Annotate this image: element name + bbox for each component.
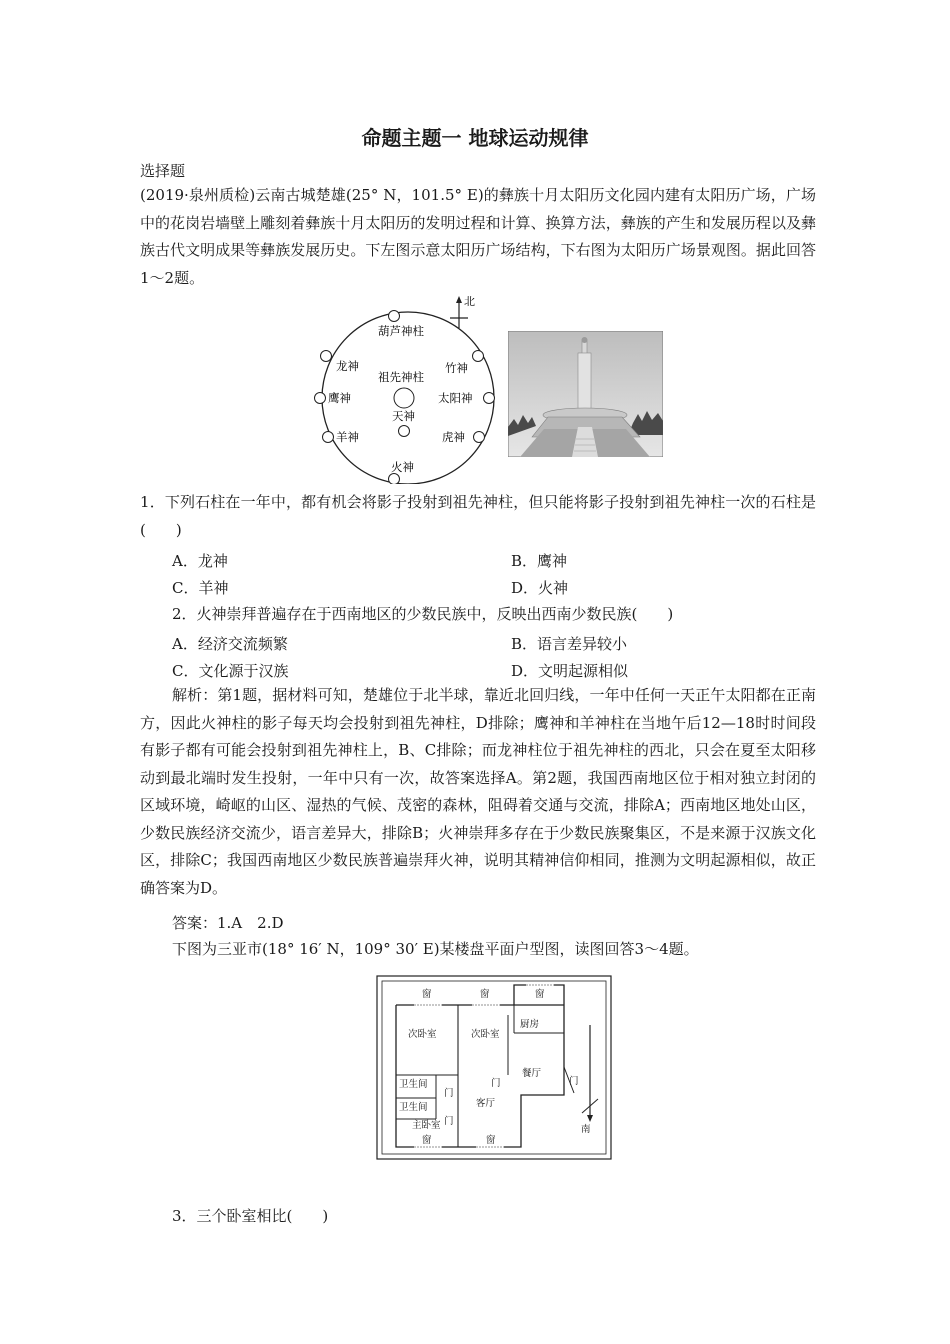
q1-option-a: A．龙神 bbox=[172, 552, 228, 570]
page-title: 命题主题一 地球运动规律 bbox=[361, 126, 589, 150]
plaza-structure-diagram bbox=[312, 294, 502, 484]
svg-text:南: 南 bbox=[581, 1124, 591, 1135]
svg-text:门: 门 bbox=[491, 1078, 501, 1089]
q2-option-d: D．文明起源相似 bbox=[511, 662, 629, 680]
svg-text:祖先神柱: 祖先神柱 bbox=[378, 370, 424, 384]
svg-text:次卧室: 次卧室 bbox=[471, 1029, 500, 1040]
floor-plan-diagram bbox=[376, 975, 612, 1160]
svg-text:餐厅: 餐厅 bbox=[522, 1068, 542, 1079]
section-heading: 选择题 bbox=[140, 162, 186, 180]
svg-text:窗: 窗 bbox=[486, 1135, 496, 1146]
svg-text:门: 门 bbox=[444, 1088, 454, 1099]
svg-text:厨房: 厨房 bbox=[520, 1019, 540, 1030]
svg-text:龙神: 龙神 bbox=[336, 359, 359, 373]
svg-text:火神: 火神 bbox=[391, 460, 414, 474]
svg-text:窗: 窗 bbox=[422, 1135, 432, 1146]
svg-text:门: 门 bbox=[569, 1076, 579, 1087]
svg-text:主卧室: 主卧室 bbox=[412, 1120, 441, 1131]
question-2-stem: 2．火神崇拜普遍存在于西南地区的少数民族中，反映出西南少数民族( ) bbox=[172, 605, 674, 623]
q1-option-d: D．火神 bbox=[511, 579, 569, 597]
north-label: 北 bbox=[464, 295, 475, 308]
svg-text:太阳神: 太阳神 bbox=[438, 391, 473, 405]
svg-text:卫生间: 卫生间 bbox=[399, 1102, 428, 1113]
svg-text:窗: 窗 bbox=[422, 989, 432, 1000]
question-1-stem: 1．下列石柱在一年中，都有机会将影子投射到祖先神柱，但只能将影子投射到祖先神柱一次的石柱是( ) bbox=[140, 493, 816, 539]
svg-text:羊神: 羊神 bbox=[336, 430, 359, 444]
svg-text:虎神: 虎神 bbox=[442, 430, 465, 444]
intro-paragraph: (2019·泉州质检)云南古城楚雄(25° N，101.5° E)的彝族十月太阳历文化园内建有太阳历广场，广场中的花岗岩墙壁上雕刻着彝族十月太阳历的发明过程和计算、换算方法，彝族的产生和发展历程以及彝族古代文明成果等彝族发展历史。下左图示意太阳历广场结构，下右图为太阳历广场景观图。据此回答1～2题。 bbox=[140, 186, 816, 287]
svg-text:葫芦神柱: 葫芦神柱 bbox=[378, 324, 424, 338]
svg-text:竹神: 竹神 bbox=[445, 361, 468, 375]
svg-text:客厅: 客厅 bbox=[476, 1098, 496, 1109]
svg-text:天神: 天神 bbox=[392, 409, 415, 423]
q2-option-a: A．经济交流频繁 bbox=[172, 635, 288, 653]
plaza-landscape-photo bbox=[508, 331, 663, 457]
svg-text:窗: 窗 bbox=[480, 989, 490, 1000]
q2-option-c: C．文化源于汉族 bbox=[172, 662, 289, 680]
intro-2-paragraph: 下图为三亚市(18° 16′ N，109° 30′ E)某楼盘平面户型图，读图回答3～4题。 bbox=[172, 940, 699, 958]
svg-text:卫生间: 卫生间 bbox=[399, 1079, 428, 1090]
svg-text:门: 门 bbox=[444, 1116, 454, 1127]
analysis-paragraph: 解析：第1题，据材料可知，楚雄位于北半球，靠近北回归线，一年中任何一天正午太阳都在正南方，因此火神柱的影子每天均会投射到祖先神柱，D排除；鹰神和羊神柱在当地午后12—18时时间段有影子都有可能会投射到祖先神柱上，B、C排除；而龙神柱位于祖先神柱的西北，只会在夏至太阳移动到最北端时发生投射，一年中只有一次，故答案选择A。第2题，我国西南地区位于相对独立封闭的区域环境，崎岖的山区、湿热的气候、茂密的森林，阻碍着交通与交流，排除A；西南地区地处山区，少数民族经济交流少，语言差异大，排除B；火神崇拜多存在于少数民族聚集区，不是来源于汉族文化区，排除C；我国西南地区少数民族普遍崇拜火神，说明其精神信仰相同，推测为文明起源相似，故正确答案为D。 bbox=[140, 686, 816, 897]
svg-text:次卧室: 次卧室 bbox=[408, 1029, 437, 1040]
q1-option-b: B．鹰神 bbox=[511, 552, 568, 570]
question-3-stem: 3．三个卧室相比( ) bbox=[172, 1207, 329, 1225]
q1-option-c: C．羊神 bbox=[172, 579, 229, 597]
svg-text:鹰神: 鹰神 bbox=[328, 391, 351, 405]
q2-option-b: B．语言差异较小 bbox=[511, 635, 628, 653]
answer-line: 答案：1.A 2.D bbox=[172, 914, 284, 932]
svg-text:窗: 窗 bbox=[535, 989, 545, 1000]
